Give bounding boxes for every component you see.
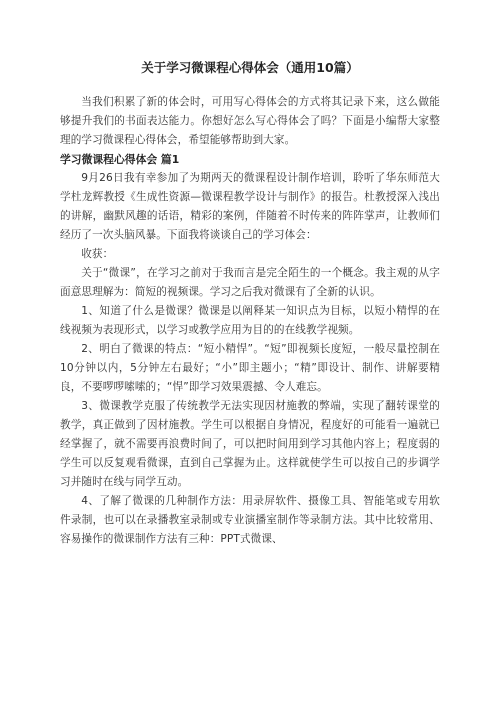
- body-paragraph-2: 收获：: [81, 248, 114, 260]
- body-paragraph-1: 9月26日我有幸参加了为期两天的微课程设计制作培训，聆听了华东师范大学杜龙辉教授《生成性资源—微课程教学设计与制作》的报告。杜教授深入浅出的讲解，幽默风趣的话语，精彩的案例，伴随着不时传来的阵阵掌声，让教师们经历了一次头脑风暴。下面我将谈谈自己的学习体会：: [60, 172, 440, 241]
- document-title: 关于学习微课程心得体会（通用10篇）: [141, 60, 359, 75]
- body-paragraph-3: 关于“微课”，在学习之前对于我而言是完全陌生的一个概念。我主观的从字面意思理解为：简短的视频课。学习之后我对微课有了全新的认识。: [60, 267, 440, 298]
- body-paragraph-7: 4、了解了微课的几种制作方法：用录屏软件、摄像工具、智能笔或专用软件录制，也可以在录播教室录制或专业演播室制作等录制方法。其中比较常用、容易操作的微课制作方法有三种：PPT式微课、: [60, 495, 440, 545]
- section-heading: 学习微课程心得体会 篇1: [60, 153, 180, 166]
- body-paragraph-4: 1、知道了什么是微课？微课是以阐释某一知识点为目标，以短小精悍的在线视频为表现形式，以学习或教学应用为目的的在线教学视频。: [60, 305, 440, 336]
- intro-paragraph: 当我们积累了新的体会时，可用写心得体会的方式将其记录下来，这么做能够提升我们的书面表达能力。你想好怎么写心得体会了吗？下面是小编帮大家整理的学习微课程心得体会，希望能够帮助到大家。: [60, 96, 440, 146]
- body-paragraph-5: 2、明白了微课的特点：“短小精悍”。“短”即视频长度短，一般尽量控制在10分钟以内，5分钟左右最好；“小”即主题小；“精”即设计、制作、讲解要精良，不要啰啰嗦嗦的；“悍”即学习效果震撼、令人难忘。: [60, 343, 440, 393]
- body-paragraph-6: 3、微课教学克服了传统教学无法实现因材施教的弊端，实现了翻转课堂的教学，真正做到了因材施教。学生可以根据自身情况，程度好的可能看一遍就已经掌握了，就不需要再浪费时间了，可以把时间用到学习其他内容上；程度弱的学生可以反复观看微课，直到自己掌握为止。这样就使学生可以按自己的步调学习并随时在线与同学互动。: [60, 400, 440, 488]
